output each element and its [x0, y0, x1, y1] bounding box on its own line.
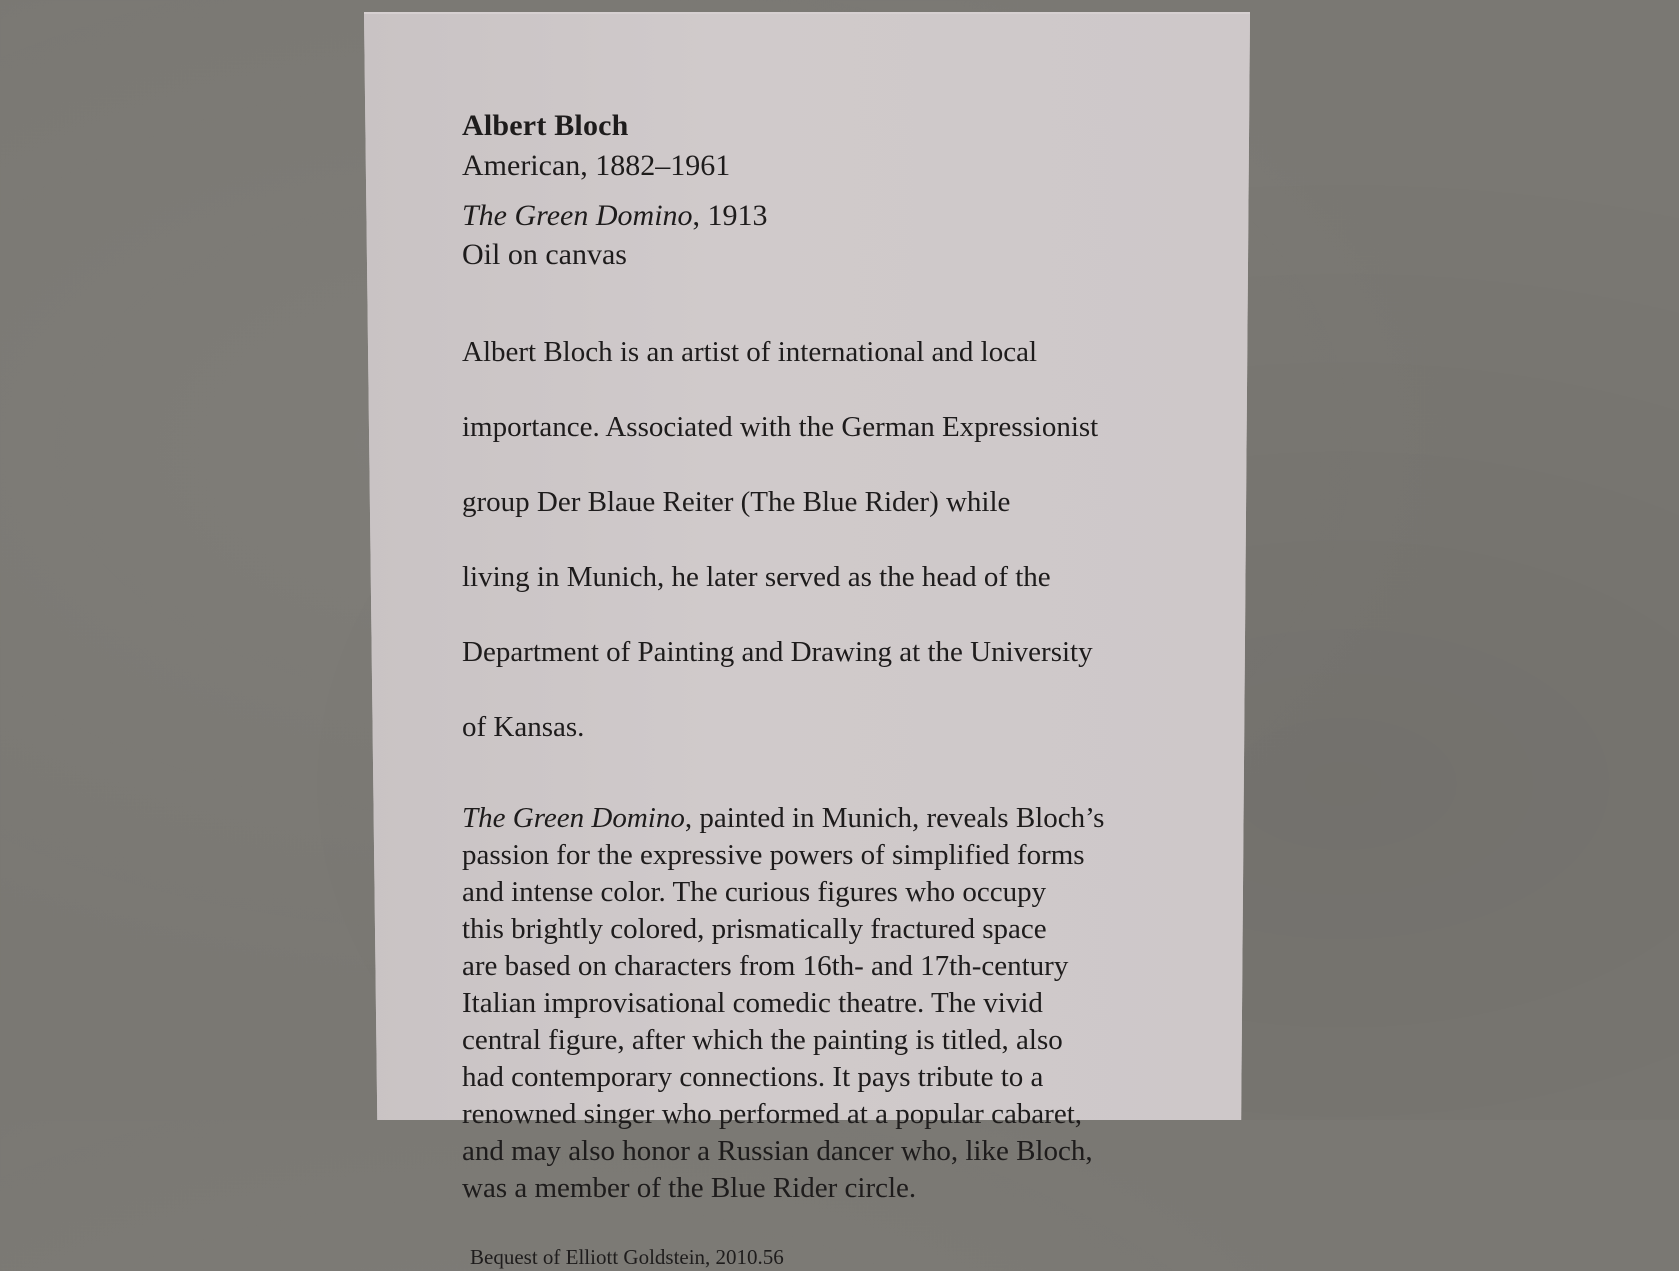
paragraph-line-text: , painted in Munich, reveals Bloch’s — [684, 801, 1105, 834]
paragraph-line: central figure, after which the painting is titled, also — [462, 1023, 1063, 1056]
artist-name: Albert Bloch — [462, 109, 629, 142]
paragraph-artwork-title: The Green Domino — [462, 801, 685, 834]
artwork-date: , 1913 — [692, 199, 768, 232]
paragraph-line: importance. Associated with the German Expressionist — [462, 410, 1099, 443]
paragraph-line: passion for the expressive powers of simplified forms — [462, 838, 1085, 871]
paragraph-line: and may also honor a Russian dancer who, like Bloch, — [462, 1134, 1093, 1167]
paragraph-line: Italian improvisational comedic theatre. The vivid — [462, 986, 1043, 1019]
paragraph-line: was a member of the Blue Rider circle. — [462, 1171, 917, 1204]
paragraph-line: had contemporary connections. It pays tribute to a — [462, 1060, 1044, 1093]
artist-nationality-dates: American, 1882–1961 — [462, 149, 731, 182]
label-content — [462, 106, 1182, 1271]
description-paragraph-2 — [462, 800, 1182, 1207]
paragraph-line: Department of Painting and Drawing at the University — [462, 635, 1093, 668]
description-paragraph-1 — [462, 296, 1182, 784]
paragraph-line — [462, 800, 1182, 837]
paragraph-line: and intense color. The curious figures who occupy — [462, 875, 1047, 908]
artwork-title: The Green Domino — [462, 199, 693, 232]
paragraph-line: are based on characters from 16th- and 17th-century — [462, 949, 1069, 982]
artwork-title-date — [462, 196, 1182, 236]
paragraph-line: renowned singer who performed at a popular cabaret, — [462, 1097, 1083, 1130]
paragraph-line: of Kansas. — [462, 710, 585, 743]
credit-line: Bequest of Elliott Goldstein, 2010.56 — [470, 1244, 784, 1269]
artwork-medium: Oil on canvas — [462, 238, 627, 271]
paragraph-line: this brightly colored, prismatically fractured space — [462, 912, 1047, 945]
paragraph-line: group Der Blaue Reiter (The Blue Rider) while — [462, 485, 1011, 518]
paragraph-line: Albert Bloch is an artist of international and local — [462, 335, 1038, 368]
paragraph-line: living in Munich, he later served as the head of the — [462, 560, 1051, 593]
